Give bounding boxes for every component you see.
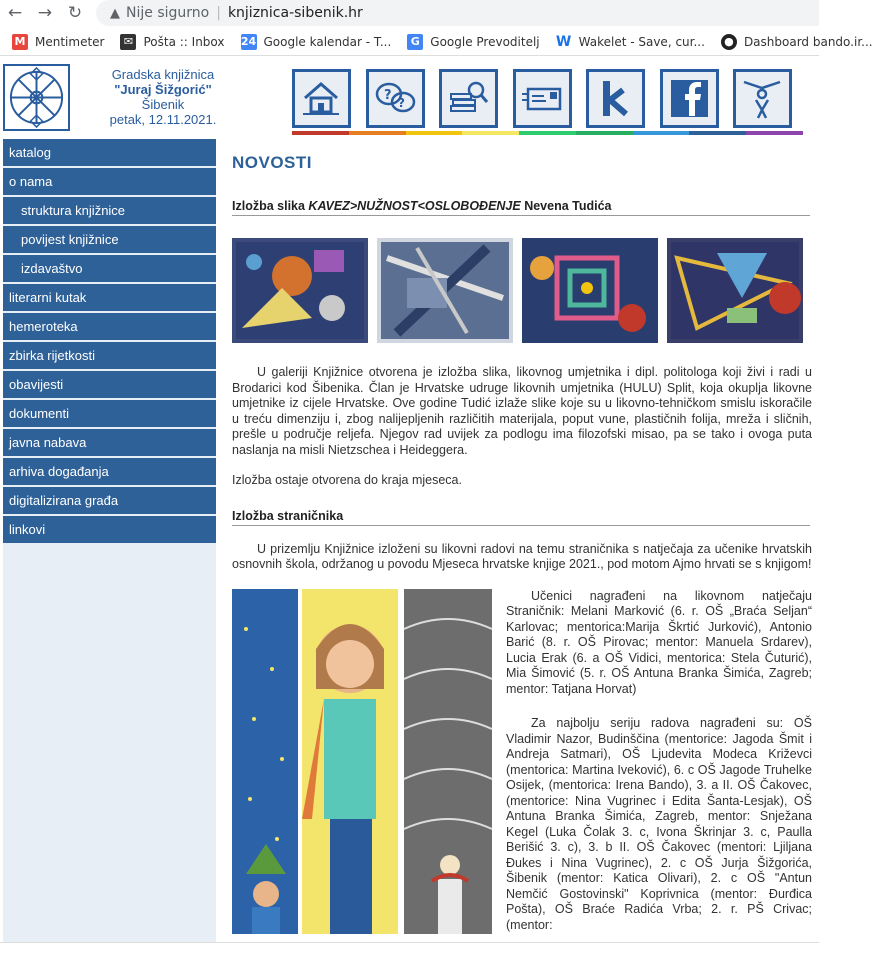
sidebar-item-povijest[interactable]: povijest knjižnice xyxy=(3,226,216,253)
website xyxy=(0,57,819,942)
download-bar xyxy=(0,942,819,963)
facebook-icon xyxy=(667,76,712,121)
reload-icon[interactable]: ↻ xyxy=(67,3,83,23)
reader-icon xyxy=(740,76,785,121)
reader-button[interactable] xyxy=(733,69,792,128)
article2-paragraph-1: U prizemlju Knjižnice izloženi su likovni radovi na temu straničnika s natječaja za učenike hrvatskih osnovnih škola, održanog u povodu Mjeseca hrvatske knjige 2021., pod motom Ajmo hrvati se s knjigom! xyxy=(232,541,812,571)
k-logo-icon xyxy=(593,76,638,121)
facebook-button[interactable] xyxy=(660,69,719,128)
stripe-seg xyxy=(633,131,690,135)
current-date: petak, 12.11.2021. xyxy=(109,112,217,127)
painting-4-image xyxy=(667,238,803,343)
bookmark-google-translate[interactable] xyxy=(407,34,539,50)
wakelet-icon: W xyxy=(555,33,572,50)
contact-button[interactable] xyxy=(513,69,572,128)
sidebar-item-zbirka-rijetkosti[interactable]: zbirka rijetkosti xyxy=(3,342,216,369)
painting-3-image xyxy=(522,238,658,343)
bookmark-dashboard[interactable] xyxy=(721,34,873,50)
award-winners-text xyxy=(506,589,812,934)
article1-paragraph-1: U galeriji Knjižnice otvorena je izložba slika, likovnog umjetnika i dipl. politologa koji živi i radi u Brodarici kod Šibenika. Član je Hrvatske udruge likovnih umjetnika (HULU) Split, koja okuplja likovne umjetnike iz cijele Hrvatske. Ove godine Tudić izlaže slike koje su u likovno-tehničkom smislu iskoračile u treću dimenziju i, zbog nalijepljenih različitih materijala, poput vune, plastičnih folija, mreža i sličnih, prešle u područje reljefa. Njegov rad uvijek za podlogu ima filozofski misao, pa se tako i ovoga puta naslanja na misli Nietzschea i Heideggera. xyxy=(232,365,812,457)
sidebar-item-o-nama[interactable]: o nama xyxy=(3,168,216,195)
bookmark-label: Mentimeter xyxy=(35,34,105,49)
stripe-seg xyxy=(689,131,746,135)
sidebar-item-katalog[interactable]: katalog xyxy=(3,139,216,166)
bookmark-label: Google kalendar - T... xyxy=(263,34,392,49)
bookmark-label: Pošta :: Inbox xyxy=(143,34,225,49)
stripe-seg xyxy=(349,131,406,135)
forward-icon[interactable]: → xyxy=(37,3,53,23)
url-text[interactable]: knjiznica-sibenik.hr xyxy=(227,5,363,21)
page-title: NOVOSTI xyxy=(232,153,313,172)
help-button[interactable] xyxy=(366,69,425,128)
address-separator: | xyxy=(216,5,221,21)
bookmark-google-calendar[interactable] xyxy=(241,34,392,50)
back-icon[interactable]: ← xyxy=(7,3,23,23)
mail-envelope-icon: ✉ xyxy=(120,34,136,50)
security-label[interactable]: Nije sigurno xyxy=(126,5,210,21)
article-title-stranicnici[interactable]: Izložba straničnika xyxy=(232,509,810,526)
stripe-seg xyxy=(406,131,463,135)
browser-toolbar xyxy=(0,0,819,26)
sidebar-menu xyxy=(3,139,216,942)
library-name xyxy=(96,67,230,127)
k-logo-button[interactable] xyxy=(586,69,645,128)
article2-paragraph-3: Za najbolju seriju radova nagrađeni su: OŠ Vladimir Nazor, Budinščina (mentorice: Jagoda Šmit i Andreja Satmari), OŠ Ljudevita Modeca Križevci (mentorica: Martina Iveković), 6. c OŠ Jagode Truhelke Osijek, (mentorica: Irena Bando), 3. a II. OŠ Čakovec, (mentorice: Nina Vugrinec i Edita Šanta-Lesjak), OŠ Antuna Branka Šimića, Zagreb, mentor: Snježana Kegel (Luka Čolak 3. c, Ivona Škrinjar 3. c, Paulla Berišić 3. c), 3. b II. OŠ Čakovec (mentori: Ljiljana Đukes i Nina Vugrinec), 2. c OŠ Jurja Šižgorića, Šibenik (mentor: Katica Olivari), 2. c OŠ "Antun Nemčić Gostovinski" Koprivnica (mentor: Đurđica Pošta), OŠ Braće Radića Vrba; 2. r. PŠ Crivac; (mentor: xyxy=(506,716,812,932)
bookmarks-bar xyxy=(0,28,873,56)
main-content xyxy=(232,139,812,942)
dashboard-icon: ● xyxy=(721,34,737,50)
bookmark-label: Google Prevoditelj xyxy=(430,34,540,49)
library-name-line1: Gradska knjižnica xyxy=(111,67,215,82)
library-city: Šibenik xyxy=(141,97,185,112)
article1-paragraph-2: Izložba ostaje otvorena do kraja mjeseca. xyxy=(232,473,462,487)
bookmark-label: Dashboard bando.ir... xyxy=(743,34,873,49)
bookmark-mentimeter[interactable] xyxy=(12,34,104,50)
sidebar-item-obavijesti[interactable]: obavijesti xyxy=(3,371,216,398)
painting-image[interactable] xyxy=(667,238,803,343)
sidebar-item-izdavastvo[interactable]: izdavaštvo xyxy=(3,255,216,282)
header-icons xyxy=(292,69,807,128)
painting-2-image xyxy=(377,238,513,343)
painting-image[interactable] xyxy=(232,238,368,343)
catalog-search-button[interactable] xyxy=(439,69,498,128)
sidebar-item-linkovi[interactable]: linkovi xyxy=(3,516,216,543)
bookmark-posta[interactable] xyxy=(120,34,224,50)
painting-gallery xyxy=(232,238,812,343)
library-name-line2: "Juraj Šižgorić" xyxy=(114,82,212,97)
calendar-icon: 24 xyxy=(240,34,257,48)
svg-text:?: ? xyxy=(397,96,405,110)
stripe-seg xyxy=(746,131,803,135)
painting-image[interactable] xyxy=(377,238,513,343)
sidebar-item-literarni-kutak[interactable]: literarni kutak xyxy=(3,284,216,311)
svg-text:?: ? xyxy=(383,88,392,103)
sidebar-item-javna-nabava[interactable]: javna nabava xyxy=(3,429,216,456)
mail-icon xyxy=(520,76,565,121)
article-title-italic: KAVEZ>NUŽNOST<OSLOBOĐENJE xyxy=(308,199,521,213)
painting-1-image xyxy=(232,238,368,343)
address-bar[interactable] xyxy=(96,0,819,26)
bookmark-label: Wakelet - Save, cur... xyxy=(578,34,705,49)
home-icon xyxy=(299,76,344,121)
book-search-icon xyxy=(446,76,491,121)
warning-icon[interactable]: ▲ xyxy=(110,5,120,21)
article-title-suffix: Nevena Tudića xyxy=(520,199,612,213)
wheel-logo-icon xyxy=(5,66,68,129)
bookmark-artworks-image[interactable] xyxy=(232,589,492,934)
mentimeter-icon: M xyxy=(12,34,28,50)
bookmark-exhibit-row xyxy=(232,589,812,934)
sidebar-item-hemeroteka[interactable]: hemeroteka xyxy=(3,313,216,340)
sidebar-item-digitalizirana[interactable]: digitalizirana građa xyxy=(3,487,216,514)
sidebar-item-struktura[interactable]: struktura knjižnice xyxy=(3,197,216,224)
sidebar-item-arhiva[interactable]: arhiva događanja xyxy=(3,458,216,485)
site-header xyxy=(0,57,819,137)
rainbow-stripe xyxy=(292,131,803,135)
article2-paragraph-2: Učenici nagrađeni na likovnom natječaju Straničnik: Melani Marković (6. r. OŠ „Braća Seljan“ Karlovac; mentorica:Marija Škrtić Jurković), Antonio Barić (8. r. OŠ Pirovac; mentor: Manuela Srdarev), Lucia Erak (6. a OŠ Vidici, mentorica: Stela Čuturić), Mia Šimović (5. r. OŠ Antuna Branka Šimića, Zagreb; mentor: Tatjana Horvat) xyxy=(506,588,812,696)
sidebar-item-dokumenti[interactable]: dokumenti xyxy=(3,400,216,427)
stripe-seg xyxy=(462,131,519,135)
bookmark-wakelet[interactable] xyxy=(556,34,705,50)
library-logo[interactable] xyxy=(3,64,70,131)
question-chat-icon xyxy=(373,76,418,121)
article-title-izlozba-slika[interactable] xyxy=(232,199,810,216)
stripe-seg xyxy=(519,131,576,135)
translate-icon: G xyxy=(407,34,423,50)
stripe-seg xyxy=(292,131,349,135)
article-title-prefix: Izložba slika xyxy=(232,199,309,213)
bookmark-artworks-picture xyxy=(232,589,492,934)
stripe-seg xyxy=(576,131,633,135)
painting-image[interactable] xyxy=(522,238,658,343)
home-button[interactable] xyxy=(292,69,351,128)
